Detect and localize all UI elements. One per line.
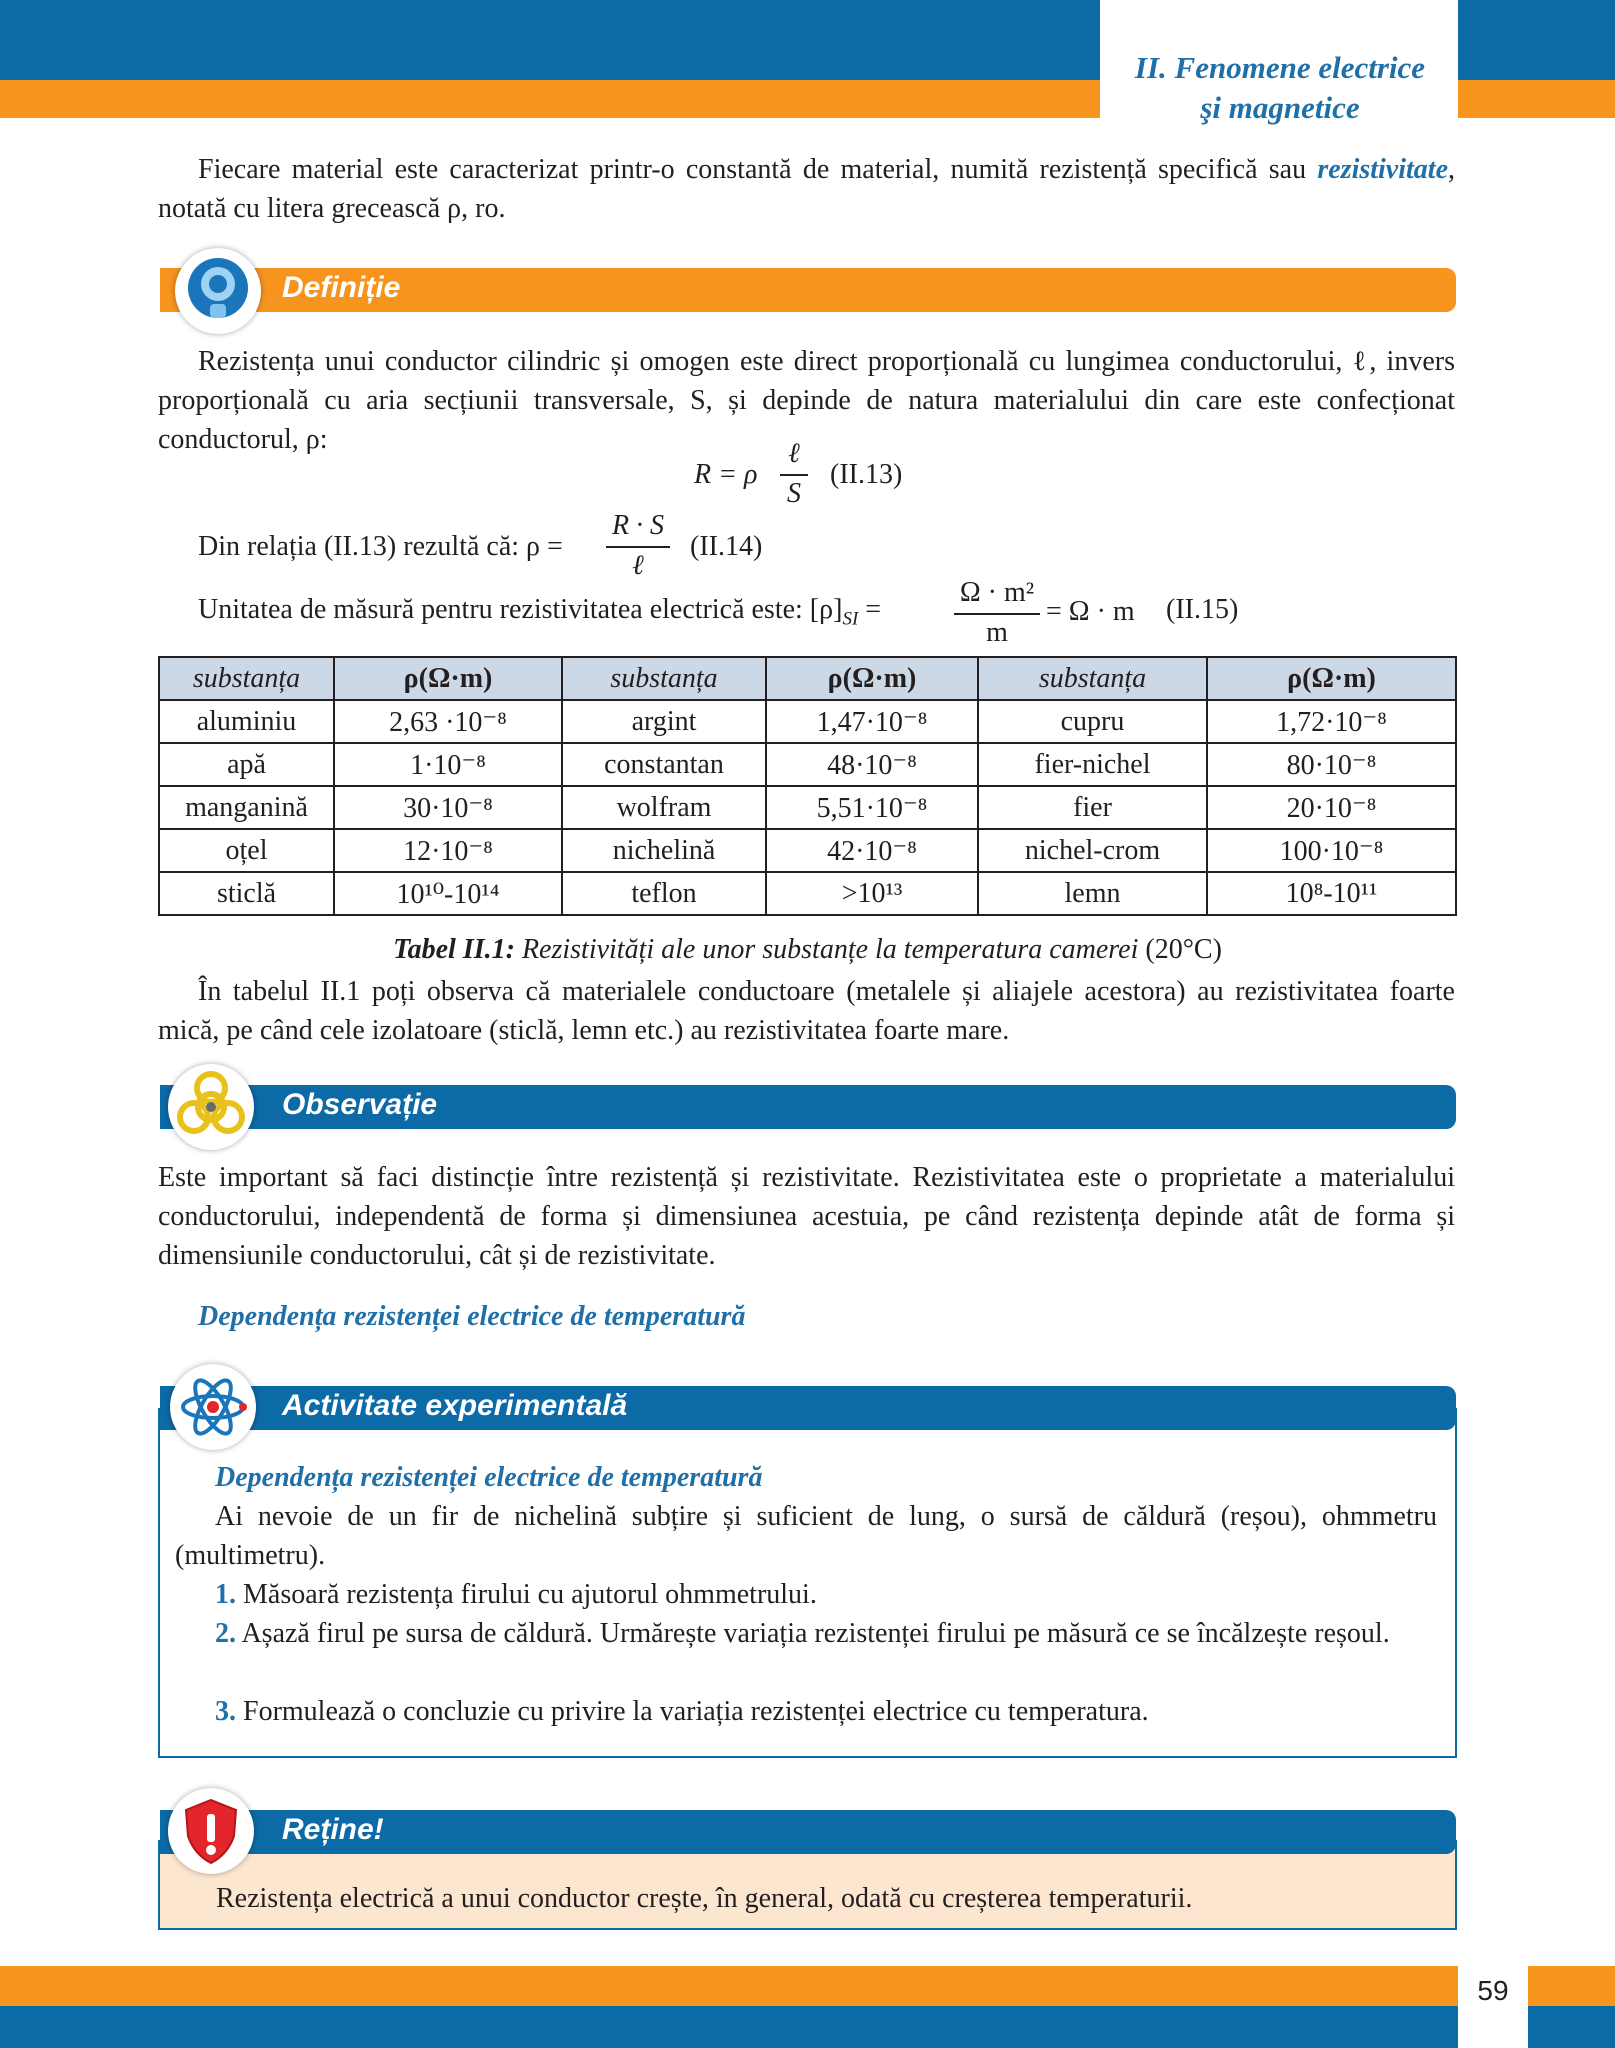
table-cell: aluminiu — [159, 700, 334, 743]
formula-14-prefix: Din relația (II.13) rezultă că: ρ = — [198, 531, 563, 562]
table-cell: 80·10⁻⁸ — [1207, 743, 1456, 786]
table-cell: apă — [159, 743, 334, 786]
formula-13-fraction-line — [780, 474, 808, 476]
activity-intro: Ai nevoie de un fir de nichelină subțire și suficient de lung, o sursă de căldură (reșou), ohmmetru (multimetru). — [175, 1501, 1437, 1571]
footer-blue-band-right — [1528, 2006, 1615, 2048]
formula-14-denominator: ℓ — [632, 550, 644, 581]
formula-13-denominator: S — [787, 478, 801, 509]
intro-text-a: Fiecare material este caracterizat printr-o constantă de material, numită rezistență specifică sau — [198, 154, 1318, 185]
table-row — [159, 743, 1456, 786]
activity-step-1 — [175, 1575, 1437, 1614]
section-heading: Dependența rezistenței electrice de temperatură — [198, 1301, 746, 1332]
table-cell: nichel-crom — [978, 829, 1207, 872]
table-cell: 48·10⁻⁸ — [766, 743, 978, 786]
lightbulb-icon — [175, 248, 261, 334]
chapter-title — [1105, 48, 1455, 128]
activity-step-3 — [175, 1692, 1437, 1731]
table-cell: 42·10⁻⁸ — [766, 829, 978, 872]
table-header-substance: substanța — [562, 657, 766, 700]
footer-orange-band — [0, 1966, 1458, 2006]
definition-icon-circle — [175, 248, 261, 334]
table-note: În tabelul II.1 poți observa că materialele conductoare (metalele și aliajele acestora) au rezistivitatea foarte mică, pe când cele izolatoare (sticlă, lemn etc.) au rezistivitatea foarte mare. — [158, 976, 1455, 1046]
table-cell: 30·10⁻⁸ — [334, 786, 562, 829]
intro-term: rezistivitate — [1317, 154, 1448, 185]
header-blue-band — [0, 0, 1100, 80]
table-cell: constantan — [562, 743, 766, 786]
table-caption-text: Rezistivități ale unor substanțe la temperatura camerei — [514, 934, 1139, 965]
table-cell: >10¹³ — [766, 872, 978, 915]
formula-14-fraction-line — [606, 546, 670, 548]
table-cell: 1·10⁻⁸ — [334, 743, 562, 786]
table-header-substance: substanța — [978, 657, 1207, 700]
page-number: 59 — [1477, 1975, 1509, 2006]
header-orange-band-right — [1458, 80, 1615, 118]
table-cell: 10⁸-10¹¹ — [1207, 872, 1456, 915]
table-row — [159, 829, 1456, 872]
definition-text: Rezistența unui conductor cilindric și omogen este direct proporțională cu lungimea conductorului, ℓ, invers proporțională cu aria secțiunii transversale, S, și depinde de natura materialului din care este confecționat conductorul, ρ: — [158, 346, 1455, 455]
table-header-resistivity: ρ(Ω·m) — [1207, 657, 1456, 700]
table-cell: teflon — [562, 872, 766, 915]
table-cell: 100·10⁻⁸ — [1207, 829, 1456, 872]
formula-13-lhs: R = ρ — [694, 459, 758, 490]
activity-step-3-text: Formulează o concluzie cu privire la variația rezistenței electrice cu temperatura. — [236, 1696, 1149, 1727]
activity-label: Activitate experimentală — [282, 1389, 628, 1422]
table-cell: wolfram — [562, 786, 766, 829]
footer-blue-band — [0, 2006, 1458, 2048]
formula-13-tag: (II.13) — [830, 459, 903, 490]
table-cell: oțel — [159, 829, 334, 872]
table-cell: fier — [978, 786, 1207, 829]
table-cell: lemn — [978, 872, 1207, 915]
formula-14-tag: (II.14) — [690, 531, 763, 562]
table-cell: fier-nichel — [978, 743, 1207, 786]
atom-icon — [170, 1364, 256, 1450]
intro-paragraph — [158, 150, 1455, 228]
table-cell: 1,72·10⁻⁸ — [1207, 700, 1456, 743]
formula-15-prefix — [198, 594, 881, 636]
formula-15-result: = Ω · m — [1046, 596, 1135, 627]
definition-label: Definiție — [282, 271, 401, 304]
intro-text-b: , notată cu litera grecească ρ, ro. — [158, 154, 1455, 224]
activity-step-1-text: Măsoară rezistența firului cu ajutorul ohmmetrului. — [236, 1579, 817, 1610]
chapter-title-line2: şi magnetice — [1200, 90, 1360, 125]
activity-step-1-number: 1. — [215, 1579, 236, 1610]
activity-icon-circle — [170, 1364, 256, 1450]
table-row — [159, 872, 1456, 915]
activity-subheading: Dependența rezistenței electrice de temperatură — [215, 1462, 763, 1493]
table-cell: sticlă — [159, 872, 334, 915]
table-cell: cupru — [978, 700, 1207, 743]
header-blue-band-right — [1458, 0, 1615, 80]
table-header-substance: substanța — [159, 657, 334, 700]
formula-15-prefix-text: Unitatea de măsură pentru rezistivitatea electrică este: [ρ] — [198, 594, 843, 625]
activity-step-2 — [175, 1614, 1437, 1653]
table-cell: manganină — [159, 786, 334, 829]
table-cell: 2,63 ·10⁻⁸ — [334, 700, 562, 743]
warning-shield-icon — [168, 1788, 254, 1874]
table-cell: 1,47·10⁻⁸ — [766, 700, 978, 743]
observation-label: Observație — [282, 1088, 438, 1121]
table-cell: argint — [562, 700, 766, 743]
table-caption-temperature: (20°C) — [1138, 934, 1222, 965]
table-row — [159, 700, 1456, 743]
header-orange-band — [0, 80, 1100, 118]
table-cell: 10¹⁰-10¹⁴ — [334, 872, 562, 915]
table-header-resistivity: ρ(Ω·m) — [334, 657, 562, 700]
footer-orange-band-right — [1528, 1966, 1615, 2006]
resistivity-table — [158, 656, 1457, 916]
table-cell: nichelină — [562, 829, 766, 872]
table-caption — [0, 934, 1615, 966]
table-caption-label: Tabel II.1: — [393, 934, 515, 965]
table-cell: 5,51·10⁻⁸ — [766, 786, 978, 829]
table-cell: 20·10⁻⁸ — [1207, 786, 1456, 829]
activity-step-2-text: Așază firul pe sursa de căldură. Urmărește variația rezistenței firului pe măsură ce se încălzește reșoul. — [236, 1618, 1390, 1649]
formula-13-numerator: ℓ — [788, 438, 800, 469]
remember-label: Reține! — [282, 1813, 384, 1846]
activity-step-2-number: 2. — [215, 1618, 236, 1649]
observation-icon-circle — [168, 1064, 254, 1150]
table-header-resistivity: ρ(Ω·m) — [766, 657, 978, 700]
table-cell: 12·10⁻⁸ — [334, 829, 562, 872]
remember-text: Rezistența electrică a unui conductor crește, în general, odată cu creșterea temperaturii. — [216, 1883, 1193, 1914]
biohazard-icon — [168, 1064, 254, 1150]
formula-15-equals: = — [865, 594, 882, 625]
formula-15-numerator: Ω · m² — [959, 577, 1035, 608]
formula-15-subscript: SI — [842, 608, 859, 630]
observation-text: Este important să faci distincție între rezistență și rezistivitate. Rezistivitatea este o proprietate a materialului conductorului, independentă de forma și dimensiunea acestuia, pe când rezistența depinde atât de forma și dimensiunile conductorului, cât și de rezistivitate. — [158, 1162, 1455, 1271]
activity-step-3-number: 3. — [215, 1696, 236, 1727]
formula-15-denominator: m — [986, 617, 1008, 648]
table-header-row — [159, 657, 1456, 700]
formula-14-numerator: R · S — [611, 510, 665, 541]
formula-15-tag: (II.15) — [1166, 594, 1239, 625]
table-row — [159, 786, 1456, 829]
formula-15-fraction-line — [954, 613, 1040, 615]
chapter-title-line1: II. Fenomene electrice — [1134, 50, 1426, 85]
remember-icon-circle — [168, 1788, 254, 1874]
